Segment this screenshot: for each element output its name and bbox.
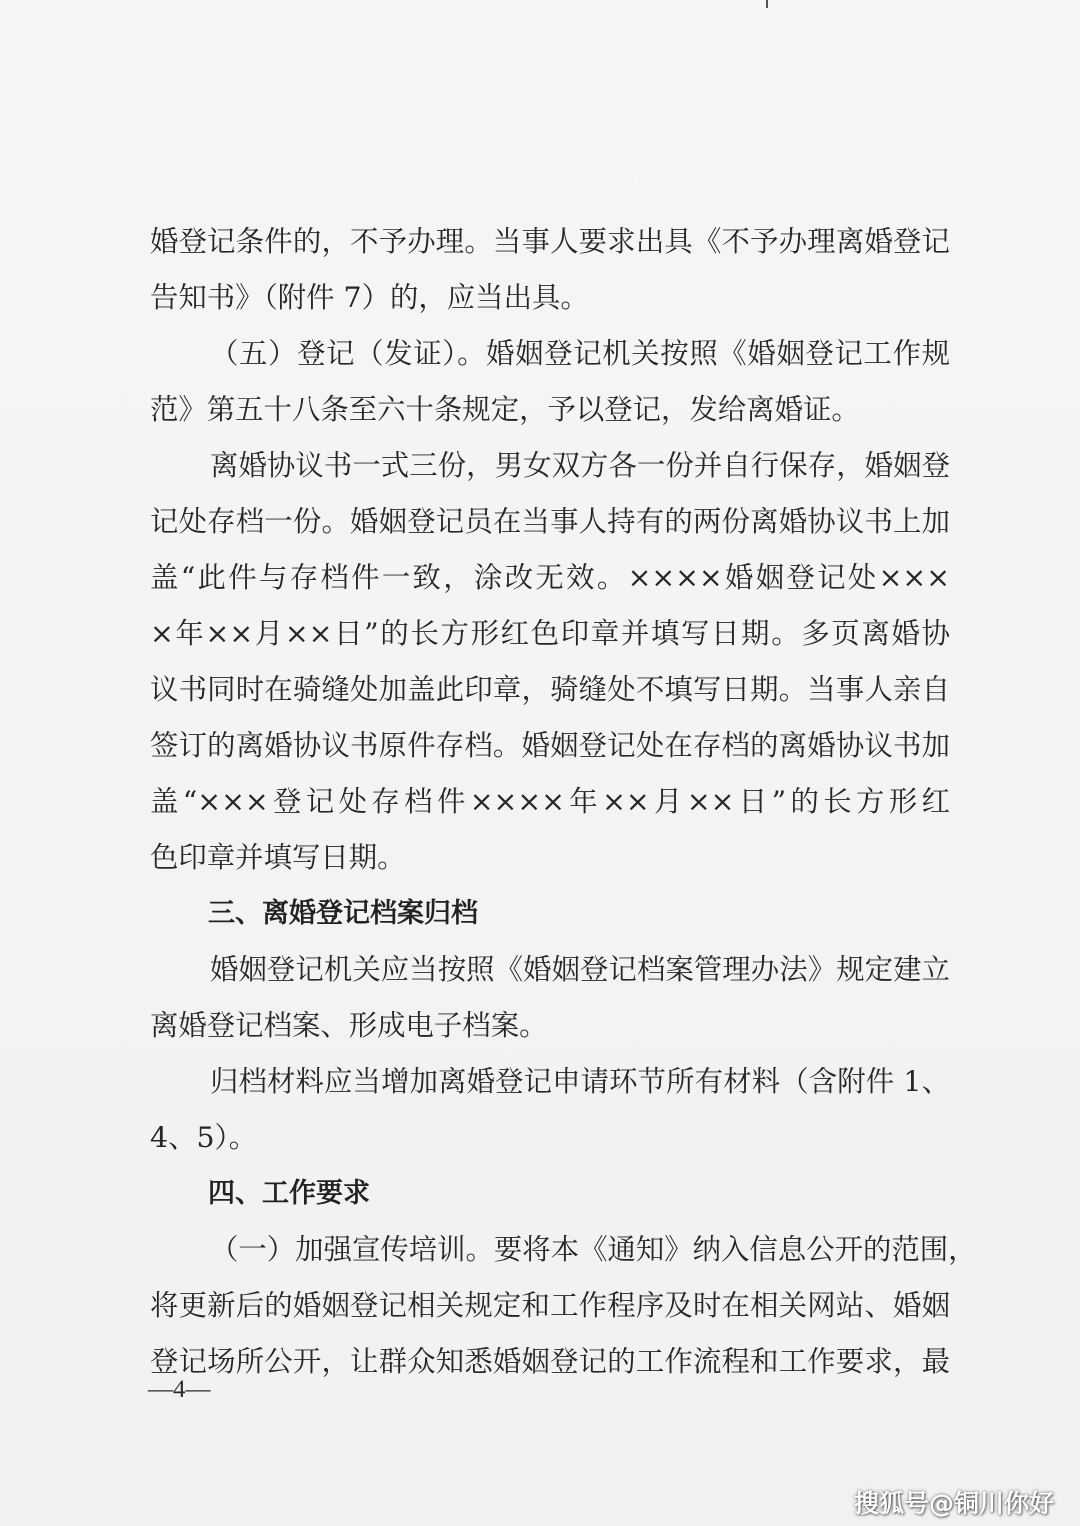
text-line: 归档材料应当增加离婚登记申请环节所有材料（含附件 1、 bbox=[210, 1065, 950, 1098]
text-line: （五）登记（发证）。婚姻登记机关按照《婚姻登记工作规 bbox=[210, 337, 950, 370]
text-line: 范》第五十八条至六十条规定，予以登记，发给离婚证。 bbox=[150, 393, 860, 426]
text-line: 登记场所公开，让群众知悉婚姻登记的工作流程和工作要求，最 bbox=[150, 1345, 950, 1378]
text-line: 婚登记条件的，不予办理。当事人要求出具《不予办理离婚登记 bbox=[150, 225, 950, 258]
text-line: 告知书》（附件 7）的，应当出具。 bbox=[150, 281, 589, 314]
text-line: 议书同时在骑缝处加盖此印章，骑缝处不填写日期。当事人亲自 bbox=[150, 673, 950, 706]
text-line: 盖“此件与存档件一致，涂改无效。××××婚姻登记处××× bbox=[150, 561, 950, 594]
text-line: 婚姻登记机关应当按照《婚姻登记档案管理办法》规定建立 bbox=[210, 953, 950, 986]
watermark: 搜狐号@铜川你好 bbox=[853, 1489, 1054, 1518]
text-line: ×年××月××日”的长方形红色印章并填写日期。多页离婚协 bbox=[150, 617, 950, 650]
text-line: 色印章并填写日期。 bbox=[150, 841, 406, 874]
text-line: 4、5）。 bbox=[150, 1121, 258, 1154]
section-heading: 三、离婚登记档案归档 bbox=[208, 898, 478, 929]
text-line: 记处存档一份。婚姻登记员在当事人持有的两份离婚协议书上加 bbox=[150, 505, 950, 538]
text-line: （一）加强宣传培训。要将本《通知》纳入信息公开的范围， bbox=[210, 1233, 977, 1266]
text-line: 离婚协议书一式三份，男女双方各一份并自行保存，婚姻登 bbox=[210, 449, 950, 482]
text-line: 离婚登记档案、形成电子档案。 bbox=[150, 1009, 548, 1042]
text-line: 签订的离婚协议书原件存档。婚姻登记处在存档的离婚协议书加 bbox=[150, 729, 950, 762]
section-heading: 四、工作要求 bbox=[208, 1178, 370, 1209]
scan-mark bbox=[766, 0, 768, 8]
text-line: 盖“×××登记处存档件××××年××月××日”的长方形红 bbox=[150, 785, 950, 818]
page-number: —4— bbox=[148, 1376, 211, 1403]
text-line: 将更新后的婚姻登记相关规定和工作程序及时在相关网站、婚姻 bbox=[150, 1289, 950, 1322]
